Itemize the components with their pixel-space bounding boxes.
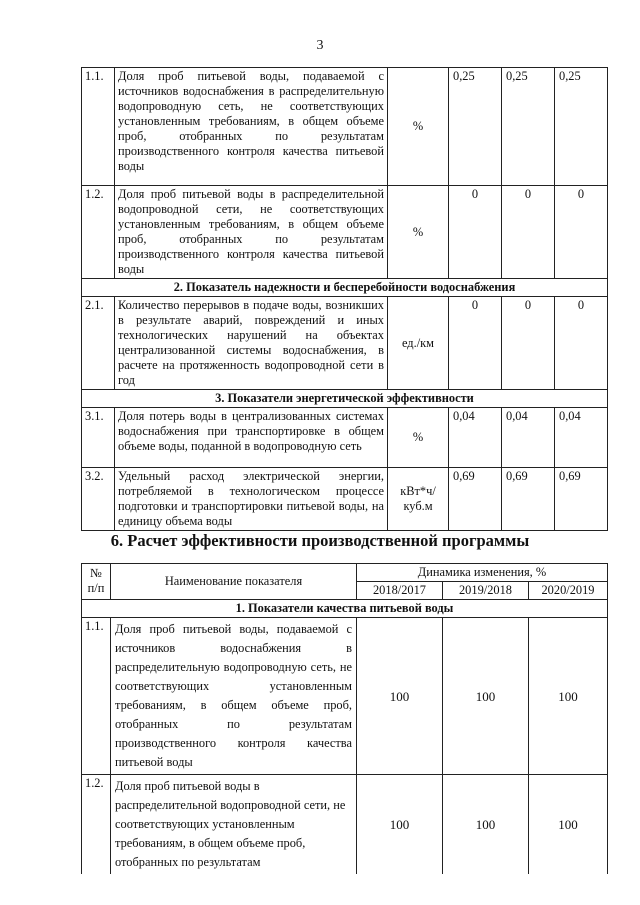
dynamics-header: Динамика изменения, % (357, 564, 608, 582)
indicator-name: Количество перерывов в подаче воды, возникших в результате аварий, повреждений и иных технологических нарушений на объектах централизованной системы водоснабжения, в расчете на протяженность водопроводной сети в год (115, 297, 388, 390)
table-row (82, 618, 608, 775)
unit-cell: ед./км (388, 297, 449, 390)
section-title: 3. Показатели энергетической эффективности (82, 390, 608, 408)
row-number: 3.2. (82, 468, 115, 531)
unit-cell: кВт*ч/ куб.м (388, 468, 449, 531)
indicator-name: Доля проб питьевой воды в распределительной водопроводной сети, не соответствующих установленным требованиям, в общем объеме проб, отобранных по результатам производственного контроля качества питьевой воды (115, 186, 388, 279)
value-cell: 0,04 (555, 408, 608, 468)
indicators-table (81, 67, 608, 531)
row-number: 3.1. (82, 408, 115, 468)
unit-cell: % (388, 186, 449, 279)
value-cell: 100 (529, 618, 608, 775)
period-header: 2019/2018 (443, 582, 529, 600)
efficiency-table (81, 563, 608, 874)
number-header (82, 564, 111, 600)
table-row (82, 186, 608, 279)
name-header: Наименование показателя (111, 564, 357, 600)
value-cell: 0 (502, 297, 555, 390)
table-row (82, 468, 608, 531)
value-cell: 100 (529, 775, 608, 875)
row-number: 2.1. (82, 297, 115, 390)
row-number: 1.2. (82, 775, 111, 875)
indicator-name: Доля потерь воды в централизованных системах водоснабжения при транспортировке в общем объеме воды, поданной в водопроводную сеть (115, 408, 388, 468)
indicator-name: Доля проб питьевой воды, подаваемой с источников водоснабжения в распределительную водопроводную сеть, не соответствующих установленным требованиям, в общем объеме проб, отобранных по результатам производственного контроля качества питьевой воды (115, 68, 388, 186)
row-number: 1.1. (82, 68, 115, 186)
value-cell: 100 (357, 618, 443, 775)
row-number: 1.2. (82, 186, 115, 279)
value-cell: 0,25 (449, 68, 502, 186)
table-row (82, 68, 608, 186)
value-cell: 100 (443, 618, 529, 775)
table-row (82, 408, 608, 468)
indicator-name: Доля проб питьевой воды, подаваемой с источников водоснабжения в распределительную водопроводную сеть, не соответствующих установленным требованиям, в общем объеме проб, отобранных по результатам производственного контроля качества питьевой воды (111, 618, 357, 775)
value-cell: 0,69 (449, 468, 502, 531)
value-cell: 0 (449, 297, 502, 390)
number-header-top: № (90, 566, 102, 580)
unit-cell: % (388, 408, 449, 468)
value-cell: 0 (449, 186, 502, 279)
value-cell: 0,04 (502, 408, 555, 468)
value-cell: 0,25 (555, 68, 608, 186)
indicator-name: Доля проб питьевой воды в распределительной водопроводной сети, не соответствующих установленным требованиям, в общем объеме проб, отобранных по результатам (111, 775, 357, 875)
unit-cell: % (388, 68, 449, 186)
value-cell: 0 (555, 297, 608, 390)
section-header (82, 279, 608, 297)
page-number: 3 (316, 38, 324, 53)
section-title: 2. Показатель надежности и бесперебойности водоснабжения (82, 279, 608, 297)
section-heading: 6. Расчет эффективности производственной программы (110, 531, 530, 550)
header-row (82, 564, 608, 582)
value-cell: 0,69 (502, 468, 555, 531)
value-cell: 0,69 (555, 468, 608, 531)
row-number: 1.1. (82, 618, 111, 775)
section-title: 1. Показатели качества питьевой воды (82, 600, 608, 618)
period-header: 2018/2017 (357, 582, 443, 600)
value-cell: 0,25 (502, 68, 555, 186)
value-cell: 100 (443, 775, 529, 875)
value-cell: 0 (502, 186, 555, 279)
table-row (82, 297, 608, 390)
value-cell: 0 (555, 186, 608, 279)
value-cell: 100 (357, 775, 443, 875)
section-header (82, 390, 608, 408)
section-header (82, 600, 608, 618)
period-header: 2020/2019 (529, 582, 608, 600)
table-row (82, 775, 608, 875)
number-header-bottom: п/п (87, 581, 105, 595)
indicator-name: Удельный расход электрической энергии, потребляемой в технологическом процессе подготовки и транспортировки питьевой воды, на единицу объема воды (115, 468, 388, 531)
value-cell: 0,04 (449, 408, 502, 468)
